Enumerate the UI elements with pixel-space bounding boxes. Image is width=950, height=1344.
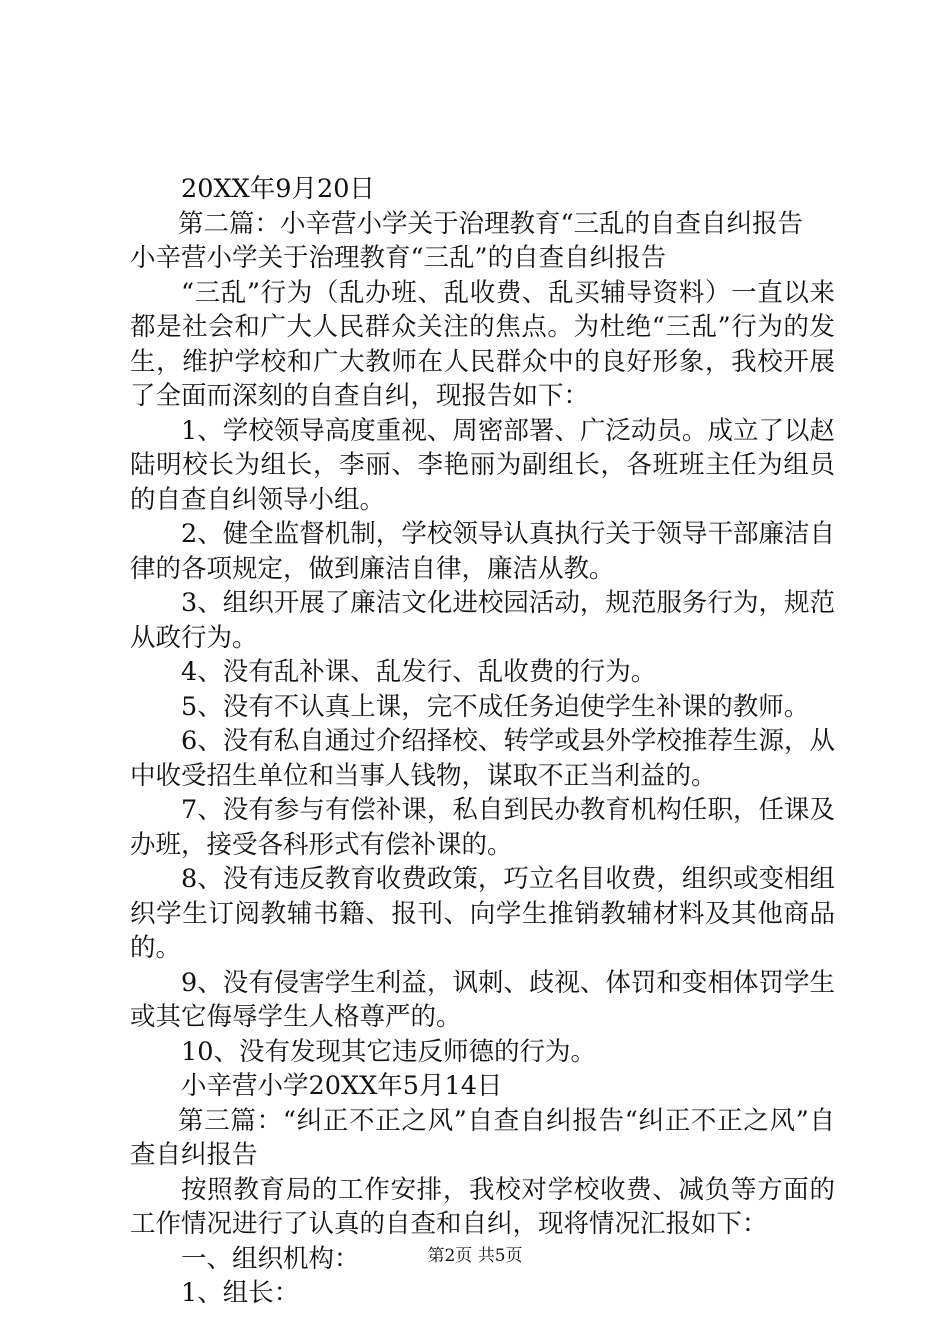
- paragraph-item-2: 2、健全监督机制，学校领导认真执行关于领导干部廉洁自律的各项规定，做到廉洁自律，廉洁从教。: [130, 519, 835, 584]
- paragraph-report-title: 小辛营小学关于治理教育“三乱”的自查自纠报告: [130, 243, 667, 273]
- paragraph-section-two-heading: 第二篇：小辛营小学关于治理教育“三乱的自查自纠报告: [178, 208, 804, 239]
- paragraph-date: 20XX年9月20日: [181, 174, 375, 204]
- paragraph-item-6: 6、没有私自通过介绍择校、转学或县外学校推荐生源，从中收受招生单位和当事人钱物，谋取不正当利益的。: [130, 726, 835, 791]
- paragraph-item-4: 4、没有乱补课、乱发行、乱收费的行为。: [181, 657, 657, 687]
- paragraph-item-3: 3、组织开展了廉洁文化进校园活动，规范服务行为，规范从政行为。: [130, 588, 835, 653]
- paragraph-item-8: 8、没有违反教育收费政策，巧立名目收费，组织或变相组织学生订阅教辅书籍、报刊、向学生推销教辅材料及其他商品的。: [130, 864, 835, 963]
- paragraph-item-10: 10、没有发现其它违反师德的行为。: [181, 1036, 596, 1067]
- paragraph-item-1: 1、学校领导高度重视、周密部署、广泛动员。成立了以赵陆明校长为组长，李丽、李艳丽为副组长，各班班主任为组员的自查自纠领导小组。: [130, 415, 835, 515]
- paragraph-section-three-intro: 按照教育局的工作安排，我校对学校收费、减负等方面的工作情况进行了认真的自查和自纠，现将情况汇报如下：: [130, 1174, 835, 1239]
- paragraph-item-7: 7、没有参与有偿补课，私自到民办教育机构任职，任课及办班，接受各科形式有偿补课的。: [130, 795, 835, 860]
- paragraph-org-heading: 一、组织机构：: [181, 1243, 360, 1274]
- document-body: [130, 172, 835, 1311]
- page-number-footer: 第2页 共5页: [427, 1246, 523, 1266]
- paragraph-item-9: 9、没有侵害学生利益，讽刺、歧视、体罚和变相体罚学生或其它侮辱学生人格尊严的。: [130, 967, 835, 1032]
- paragraph-item-5: 5、没有不认真上课，完不成任务迫使学生补课的教师。: [181, 691, 810, 722]
- paragraph-section-three-heading: 第三篇：“纠正不正之风”自查自纠报告“纠正不正之风”自查自纠报告: [130, 1105, 835, 1170]
- paragraph-intro: “三乱”行为（乱办班、乱收费、乱买辅导资料）一直以来都是社会和广大人民群众关注的焦点。为杜绝“三乱”行为的发生，维护学校和广大教师在人民群众中的良好形象，我校开展了全面而深刻的自查自纠，现报告如下：: [130, 277, 835, 411]
- paragraph-org-leader: 1、组长：: [181, 1278, 300, 1308]
- paragraph-signature-date: 小辛营小学20XX年5月14日: [181, 1071, 503, 1101]
